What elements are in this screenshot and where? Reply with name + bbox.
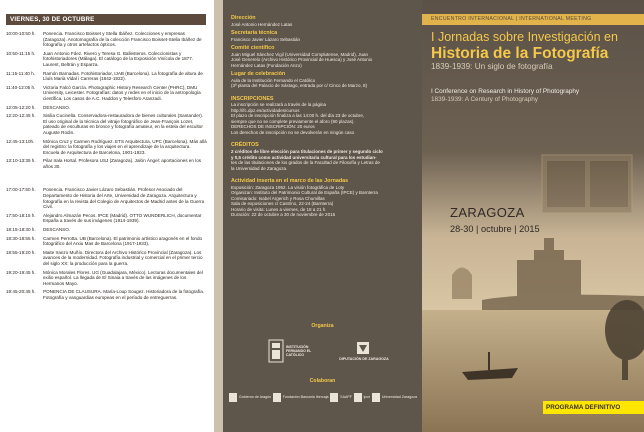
diputacion-zaragoza-logo [337,340,391,368]
info-line: siempre que no se complete previamente el aforo (90 plazas). [231,118,355,124]
info-line: Los derechos de inscripción no se devolverán en ningún caso [231,129,355,135]
schedule-time: 19:20-19:45 h. [6,269,36,275]
schedule-description: Carmen Perrotta. UB (Barcelona). El patrimonio artístico aragonés en el fondo fotográfico del Arxiu Mas de Barcelona (1917-1933). [43,235,203,247]
info-content [231,15,417,218]
info-line: DERECHOS DE INSCRIPCIÓN: 20 euros [231,124,315,130]
collaborator-logo-text: Fundación Bancaria Ibercaja [282,395,329,399]
fernando-logo-text: INSTITUCIÓN FERNANDO EL CATÓLICO [286,345,312,358]
schedule-time: 10:00-10:50 h. [6,31,36,36]
info-heading: Secretaría técnica [231,30,278,37]
subtitle: 1839-1939: Un siglo de fotografía [431,62,553,71]
program-badge: PROGRAMA DEFINITIVO [543,401,644,414]
program-schedule-panel [0,0,214,432]
collaborator-logo-icon [273,393,281,402]
collaborator-logo-text: Gobierno de Aragón [239,395,272,399]
spacer [231,89,417,96]
schedule-item [6,227,208,233]
title-line-2: Historia de la Fotografía [431,45,609,62]
collaborator-logo-icon [330,393,338,402]
info-line: http://ifc.dpz.es/actividades/cursos [231,107,300,113]
colaboran-label: Colaboran [309,378,336,384]
schedule-time: 18:15-18:30 h. [6,227,36,233]
schedule-time: 11:40-12:05 h. [6,84,36,90]
schedule-time: 17:00-17:50 h. [6,187,36,193]
collaborators-row [229,387,417,407]
schedule-description: DESCANSO. [43,227,71,233]
cover-panel [422,0,644,432]
title-line-1: I Jornadas sobre Investigación en [431,30,618,44]
collaborator-logo [229,393,271,402]
schedule-description: Alejandro Almazán Pecos. IPCE (Madrid). OTTO WUNDERLICH, documentar España a través de sus imágenes (1914-1939). [43,212,202,224]
info-line: Juan Miguel Sánchez Vigil (Universidad Complutense, Madrid), Juan [231,51,368,57]
collaborator-logo-icon [229,393,237,402]
info-line: Hernández Latas (Fundación Anzo) [231,62,302,68]
english-title: I Conference on Research in History of Photography [431,88,580,95]
info-line: Comisariado: Isabel Argerich y Rosa Chumillas [231,195,325,201]
collaborator-logo-text: Universidad Zaragoza [381,395,417,399]
schedule-item [6,236,208,247]
schedule-item [6,71,208,82]
info-line: José Antonio Hernández Latas [231,21,293,27]
info-line: El plazo de inscripción finaliza a las 14:00 h. del día 23 de octubre, [231,113,365,119]
fold-divider [214,0,223,432]
collaborator-logo-text: SAAPF [340,395,352,399]
schedule-item [6,250,208,267]
info-heading: Actividad inserta en el marco de las Jornadas [231,178,349,185]
schedule-item [6,289,208,300]
schedule-time: 11:15-11:40 h. [6,70,35,76]
schedule-time: 10:50-11:15 h. [6,50,36,56]
schedule-description: Ponencia. Francisco Javier Lázaro Sebastián. Profesor Asociado del Departamento de Historia del Arte, Universidad de Zaragoza. Arquitectura y fotografía en la revista del Colegio de Arquitectos de Madrid antes de la Guerra Civil. [43,187,205,210]
schedule-time: 12:45-13:10h. [6,138,35,144]
info-heading: CRÉDITOS [231,142,259,149]
organiza-label: Organiza [311,323,334,329]
schedule-item [6,105,208,111]
info-heading: Dirección [231,15,256,21]
schedule-item [6,270,208,287]
meeting-bar: ENCUENTRO INTERNACIONAL | INTERNATIONAL MEETING [422,14,644,25]
diputacion-logo-text: DIPUTACIÓN DE ZARAGOZA [339,357,389,361]
info-line: José Generelo (Archivo Histórico Provincial de Huesca) y José Antonio [231,57,373,63]
info-line: 2 créditos de libre elección para titulaciones de primer y segundo ciclo [231,149,383,155]
fernando-el-catolico-logo [267,337,319,367]
schedule-description: Juan Antonio Fdez. Rivero y Teresa G. Ballesteros. Coleccionistas y fotohistoriadores (Málaga). El catálogo de la Exposición Vinícola de 1877. Laurent, Beltrán y Esparza. [43,50,194,67]
info-line: y 0,5 crédito como actividad universitaria cultural para los estudian- [231,154,377,160]
collaborator-logo [354,393,371,402]
info-line: (3ª planta del Palacio de Sástago, entrada por c/ Cinco de Marzo, 8) [231,83,367,89]
info-line: Organizan: Instituto del Patrimonio Cultural de España (IPCE) y Barnterra [231,190,378,196]
schedule-time: 12:20-12:45 h. [6,113,36,119]
info-heading: Lugar de celebración [231,71,286,78]
info-line: Exposición: Zaragoza 1952. La visión fotográfica de Loty [231,184,345,190]
info-line: La inscripción se realizará a través de la página [231,102,327,108]
info-panel [223,0,422,432]
schedule-description: DESCANSO. [43,104,71,110]
collaborator-logo [273,393,329,402]
info-line: tes de las titulaciones de los grados de la Facultad de Filosofía y Letras de [231,160,380,166]
collaborator-logo-icon [372,393,380,402]
info-heading: INSCRIPCIONES [231,95,274,102]
schedule-description: Mónica Cruz y Carmen Rodríguez. ETS Arquitectura, UPC (Barcelona). Más allá del registro: la fotografía y los viajes en el aprendizaje de la arquitectura. Escuela de Arquitectura de Barcelona, 1901-1923. [43,138,207,155]
schedule-description: Ramón Barnadas. Fotohistoriador, IJAB (Barcelona). La fotografía de altura de Lluís Marià Vidal i Carreras (1842-1922). [43,70,203,82]
schedule-time: 18:55-19:20 h. [6,249,36,255]
schedule-description: PONENCIA DE CLAUSURA. María-Loup Sougez. Historiadora de la fotografía. Fotografía y vanguardias europeas en el período de entreguerras. [43,289,205,300]
info-line: Horario de visita: Lunes a viernes, de 18 a 21 h. [231,206,327,212]
schedule-time: 12:05-12:20 h. [6,104,36,110]
collaborator-logo [330,393,352,402]
schedule-item [6,31,208,48]
english-subtitle: 1839-1939: A Century of Photography [431,96,538,103]
schedule-item [6,113,208,135]
collaborator-logo [372,393,417,402]
schedule-item [6,139,208,156]
city-label: ZARAGOZA [450,205,525,220]
info-line: Duración: 22 de octubre a 30 de noviembre de 2015 [231,212,336,218]
day-header: VIERNES, 30 DE OCTUBRE [6,14,206,25]
schedule-time: 18:30-18:55 h. [6,235,36,241]
event-dates: 28-30 | octubre | 2015 [450,224,540,234]
schedule-description: Mónica Morales Flores. UG (Guadalajara, México). Lecturas documentales del exilio español. La llegada de El Sinaia a través de las imágenes de los Hermanos Mayo. [43,269,203,286]
schedule-time: 19:45-20:45 h. [6,289,36,295]
info-line: Francisco Javier Lázaro Sebastián [231,36,301,42]
info-line: Sala de exposiciones c/ Castrino, 22-24 (Barnterra) [231,201,334,207]
schedule-list [6,31,208,301]
schedule-description: Ponencia. Francisco Boisset y Stella Ibáñez. Colecciones y empresas (Zaragoza). Anotomografía de la colección Francisco Boisset-Stella Ibáñez de fotografía y otros artefactos ópticos. [43,31,202,48]
schedule-description: Maite Iranzo Muñío. Directora del Archivo Histórico Provincial (Zaragoza). Los avances de la modernidad. Fotografía industrial y comercial en el primer tercio del siglo XX: la producción para la guerra. [43,249,203,266]
info-line: la Universidad de Zaragoza. [231,165,288,171]
schedule-item [6,213,208,224]
schedule-item [6,51,208,68]
schedule-time: 13:10-13:35 h. [6,158,36,164]
schedule-description: Victoria Falcó García. Photographic History Research Center (PHRC), DMU University, Leicester. Fotografías: datos y redes en el inicio de la antropología científica. Los casos de A.C. Haddon y Telesforo Aranzadi. [43,84,201,101]
spacer [231,171,417,178]
schedule-item [6,158,208,169]
schedule-time: 17:50-18:15 h. [6,212,36,218]
collaborator-logo-text: ipce [363,395,371,399]
schedule-item [6,187,208,209]
collaborator-logo-icon [354,393,362,402]
info-line: Aula de la Institución Fernando el Católico [231,77,316,83]
schedule-description: Pilar Irala Hortal. Profesora USJ (Zaragoza). Jalón Ángel: aportaciones en los años 30. [43,158,202,169]
schedule-description: Sisilia Cucinella. Conservadora-restauradora de bienes culturales (Santander). El uso original de la técnica del vitraje fotográfico de Jean-François Lozet, pateado de esculturas en bronce y fotografía amateur, en la estela del escultor Auguste Rodin. [43,113,204,135]
info-heading: Comité científico [231,45,275,52]
schedule-item [6,85,208,102]
